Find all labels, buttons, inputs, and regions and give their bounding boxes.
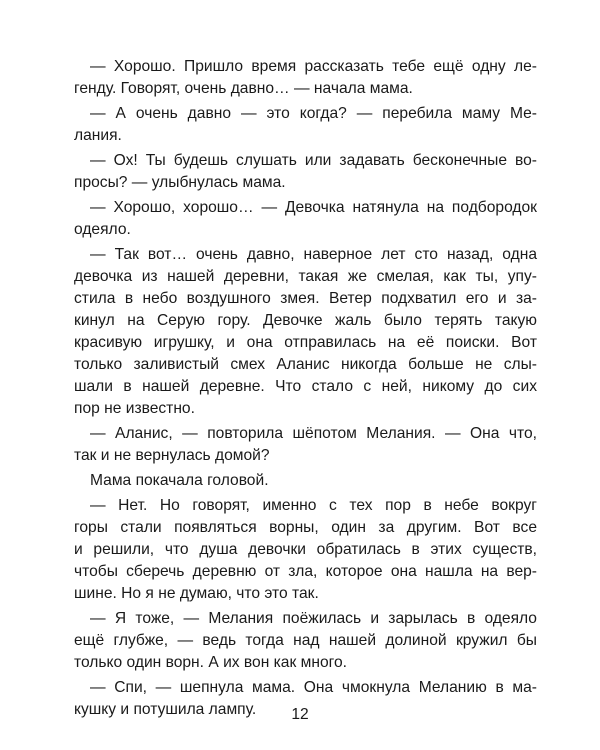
text-line: горы стали появляться ворны, один за другим. Вот все bbox=[74, 519, 537, 536]
text-line: — Аланис, — повторила шёпотом Мелания. — Она что, bbox=[90, 425, 537, 442]
text-line: так и не вернулась домой? bbox=[74, 447, 270, 464]
text-line: девочка из нашей деревни, такая же смелая, как ты, упу- bbox=[74, 268, 537, 285]
text-line: Мама покачала головой. bbox=[90, 472, 269, 489]
text-line: ещё глубже, — ведь тогда над нашей долиной кружил бы bbox=[74, 632, 537, 649]
body-text bbox=[74, 56, 537, 721]
text-line: — Спи, — шепнула мама. Она чмокнула Меланию в ма- bbox=[90, 679, 537, 696]
text-line: только заливистый смех Аланис никогда больше не слы- bbox=[74, 356, 537, 373]
text-line: шали в нашей деревне. Что стало с ней, никому до сих bbox=[74, 378, 537, 395]
page-number: 12 bbox=[291, 706, 309, 723]
text-line: — Нет. Но говорят, именно с тех пор в небе вокруг bbox=[90, 497, 537, 514]
text-line: кушку и потушила лампу. bbox=[74, 701, 257, 718]
text-line: лания. bbox=[74, 127, 122, 144]
text-line: одеяло. bbox=[74, 221, 131, 238]
text-line: — Я тоже, — Мелания поёжилась и зарылась в одеяло bbox=[90, 610, 537, 627]
text-line: — А очень давно — это когда? — перебила маму Ме- bbox=[90, 105, 537, 122]
text-line: красивую игрушку, и она отправилась на её поиски. Вот bbox=[74, 334, 537, 351]
text-line: стила в небо воздушного змея. Ветер подхватил его и за- bbox=[74, 290, 537, 307]
text-line: чтобы сберечь деревню от зла, которое она нашла на вер- bbox=[74, 563, 537, 580]
text-line: пор не известно. bbox=[74, 400, 195, 417]
text-line: — Хорошо, хорошо… — Девочка натянула на подбородок bbox=[90, 199, 537, 216]
text-line: и решили, что душа девочки обратилась в этих существ, bbox=[74, 541, 537, 558]
text-line: кинул на Серую гору. Девочке жаль было терять такую bbox=[74, 312, 537, 329]
text-line: генду. Говорят, очень давно… — начала мама. bbox=[74, 80, 413, 97]
text-line: шине. Но я не думаю, что это так. bbox=[74, 585, 319, 602]
text-line: просы? — улыбнулась мама. bbox=[74, 174, 286, 191]
text-line: — Хорошо. Пришло время рассказать тебе ещё одну ле- bbox=[90, 58, 537, 75]
text-line: — Так вот… очень давно, наверное лет сто назад, одна bbox=[90, 246, 537, 263]
text-line: только один ворн. А их вон как много. bbox=[74, 654, 347, 671]
text-line: — Ох! Ты будешь слушать или задавать бесконечные во- bbox=[90, 152, 537, 169]
